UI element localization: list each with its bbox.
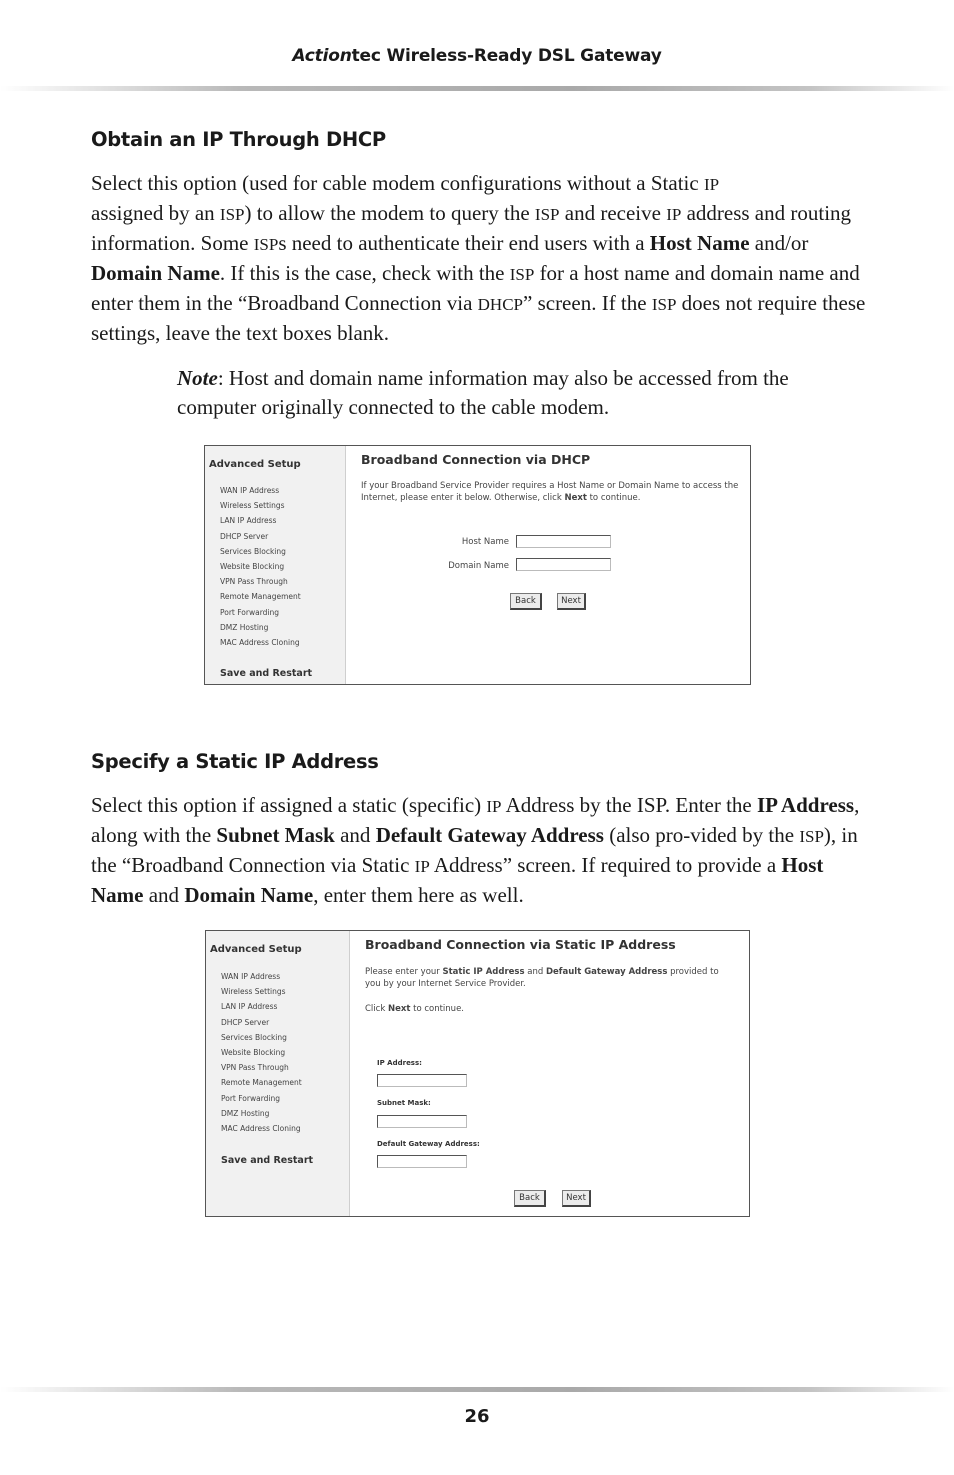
text-run: and/or (749, 231, 809, 255)
text-run: IP (703, 175, 720, 194)
text-run: and (524, 967, 546, 977)
text-run: ” screen. If the (523, 291, 652, 315)
domain-name-label: Domain Name (448, 561, 509, 571)
header-brand: Action (292, 46, 352, 66)
text-run-bold: Subnet Mask (216, 823, 335, 847)
text-run: Please enter your (365, 967, 443, 977)
header-product: tec Wireless-Ready DSL Gateway (351, 46, 662, 66)
text-run: ISP (651, 295, 677, 314)
screenshot-static-ip (205, 930, 750, 1217)
text-run-bold: Next (387, 1004, 411, 1014)
sidebar-item-wireless[interactable]: Wireless Settings (220, 501, 285, 511)
page-description (361, 481, 741, 504)
text-run-bold: IP Address (757, 793, 855, 817)
note-label: Note (177, 366, 218, 390)
footer-rule (0, 1387, 954, 1392)
text-run: IP (414, 857, 430, 876)
note-paragraph (177, 364, 817, 422)
text-run: ) to allow the modem to query the (244, 201, 535, 225)
sidebar-item-vpn[interactable]: VPN Pass Through (220, 577, 288, 587)
ip-address-input[interactable] (377, 1074, 467, 1087)
sidebar-item-dhcp[interactable]: DHCP Server (220, 531, 269, 541)
host-name-label: Host Name (461, 537, 509, 547)
next-button[interactable]: Next (562, 1190, 591, 1207)
domain-name-input[interactable] (516, 558, 611, 571)
page-number: 26 (464, 1406, 490, 1427)
sidebar-item-mac[interactable]: MAC Address Cloning (221, 1123, 301, 1133)
static-ip-paragraph (91, 791, 871, 910)
text-run: (also pro-vided by the (603, 823, 800, 847)
text-run: address and routing information. Some (91, 201, 852, 255)
page-title: Broadband Connection via DHCP (361, 452, 591, 467)
back-button[interactable]: Back (510, 593, 542, 610)
host-name-input[interactable] (516, 535, 611, 548)
page-title: Broadband Connection via Static IP Address (365, 937, 676, 952)
text-run-bold: Static IP Address (442, 967, 525, 977)
sidebar-item-port[interactable]: Port Forwarding (220, 607, 280, 617)
sidebar-item-mac[interactable]: MAC Address Cloning (220, 637, 300, 647)
sidebar-item-remote[interactable]: Remote Management (220, 592, 301, 602)
default-gateway-input[interactable] (377, 1155, 467, 1168)
sidebar-item-lan-ip[interactable]: LAN IP Address (220, 516, 277, 526)
sidebar-item-services[interactable]: Services Blocking (221, 1032, 287, 1042)
sidebar-item-vpn[interactable]: VPN Pass Through (221, 1063, 289, 1073)
text-run-bold: Default Gateway Address (545, 967, 668, 977)
page-description (365, 967, 735, 990)
sidebar (206, 931, 350, 1216)
section-heading-dhcp: Obtain an IP Through DHCP (91, 128, 386, 151)
text-run: for a host name and domain name and enter them in the “Broadband Connection via (91, 261, 860, 315)
text-run: . If this is the case, check with the (219, 261, 510, 285)
sidebar-item-wireless[interactable]: Wireless Settings (221, 987, 286, 997)
ip-address-label: IP Address: (377, 1059, 422, 1067)
sidebar-item-dmz[interactable]: DMZ Hosting (221, 1108, 270, 1118)
text-run: Select this option (used for cable modem configurations without a Static (91, 171, 704, 195)
text-run: ISP (799, 827, 824, 846)
next-button[interactable]: Next (557, 593, 586, 610)
default-gateway-label: Default Gateway Address: (377, 1140, 480, 1148)
text-run: ISP (219, 205, 245, 224)
text-run-bold: Host Name (649, 231, 750, 255)
text-run-bold: Default Gateway Address (375, 823, 604, 847)
text-run-bold: Domain Name (91, 261, 220, 285)
sidebar-item-dhcp[interactable]: DHCP Server (221, 1017, 270, 1027)
sidebar-item-remote[interactable]: Remote Management (221, 1078, 302, 1088)
continue-instruction (365, 1004, 735, 1016)
sidebar-item-wan-ip[interactable]: WAN IP Address (220, 486, 280, 495)
text-run: ), in the “Broadband Connection via Static (91, 823, 858, 877)
save-restart-link[interactable]: Save and Restart (220, 668, 313, 679)
sidebar-title: Advanced Setup (209, 459, 301, 470)
text-run: , enter them here as well. (313, 883, 524, 907)
dhcp-paragraph (91, 169, 871, 348)
text-run: DHCP (477, 295, 523, 314)
header-rule (0, 86, 954, 91)
sidebar (205, 446, 346, 684)
subnet-mask-label: Subnet Mask: (377, 1099, 431, 1107)
note-body: : Host and domain name information may also be accessed from the computer originally connected to the cable modem. (177, 366, 789, 419)
sidebar-item-dmz[interactable]: DMZ Hosting (220, 622, 269, 632)
text-run: Select this option if assigned a static (specific) (91, 793, 487, 817)
save-restart-link[interactable]: Save and Restart (221, 1155, 314, 1166)
sidebar-item-lan-ip[interactable]: LAN IP Address (221, 1002, 278, 1012)
text-run: s need to authenticate their end users with a (278, 231, 650, 255)
section-heading-static-ip: Specify a Static IP Address (91, 750, 379, 773)
text-run: does not require these settings, leave the text boxes blank. (91, 291, 866, 345)
subnet-mask-input[interactable] (377, 1115, 467, 1128)
text-run-bold: Host Name (91, 853, 824, 907)
text-run: Click (365, 1004, 388, 1014)
back-button[interactable]: Back (514, 1190, 546, 1207)
text-run: provided to you by your Internet Service Provider. (365, 967, 719, 989)
sidebar-item-website[interactable]: Website Blocking (221, 1047, 286, 1057)
text-run: to continue. (586, 492, 641, 503)
sidebar-title: Advanced Setup (210, 944, 302, 955)
text-run: ISP (253, 235, 279, 254)
sidebar-item-website[interactable]: Website Blocking (220, 561, 285, 571)
text-run: IP (666, 205, 682, 224)
text-run: ISP (534, 205, 560, 224)
sidebar-nav (220, 483, 301, 650)
text-run: Address” screen. If required to provide a (429, 853, 782, 877)
text-run: If your Broadband Service Provider requires a Host Name or Domain Name to access the Internet, please enter it below. Otherwise, click (361, 481, 739, 503)
text-run: assigned by an (91, 201, 220, 225)
text-run-bold: Next (564, 492, 587, 503)
text-run: Address by the ISP. Enter the (501, 793, 757, 817)
text-run-bold: Domain Name (184, 883, 314, 907)
running-header (0, 46, 954, 66)
text-run: and (143, 883, 185, 907)
screenshot-dhcp (204, 445, 751, 685)
sidebar-item-port[interactable]: Port Forwarding (221, 1093, 281, 1103)
sidebar-nav (221, 969, 302, 1136)
text-run: IP (486, 797, 502, 816)
text-run: and (334, 823, 376, 847)
sidebar-item-wan-ip[interactable]: WAN IP Address (221, 972, 281, 981)
text-run: to continue. (410, 1004, 465, 1014)
text-run: and receive (559, 201, 667, 225)
sidebar-item-services[interactable]: Services Blocking (220, 546, 286, 556)
text-run: , along with the (91, 793, 860, 847)
text-run: ISP (509, 265, 535, 284)
